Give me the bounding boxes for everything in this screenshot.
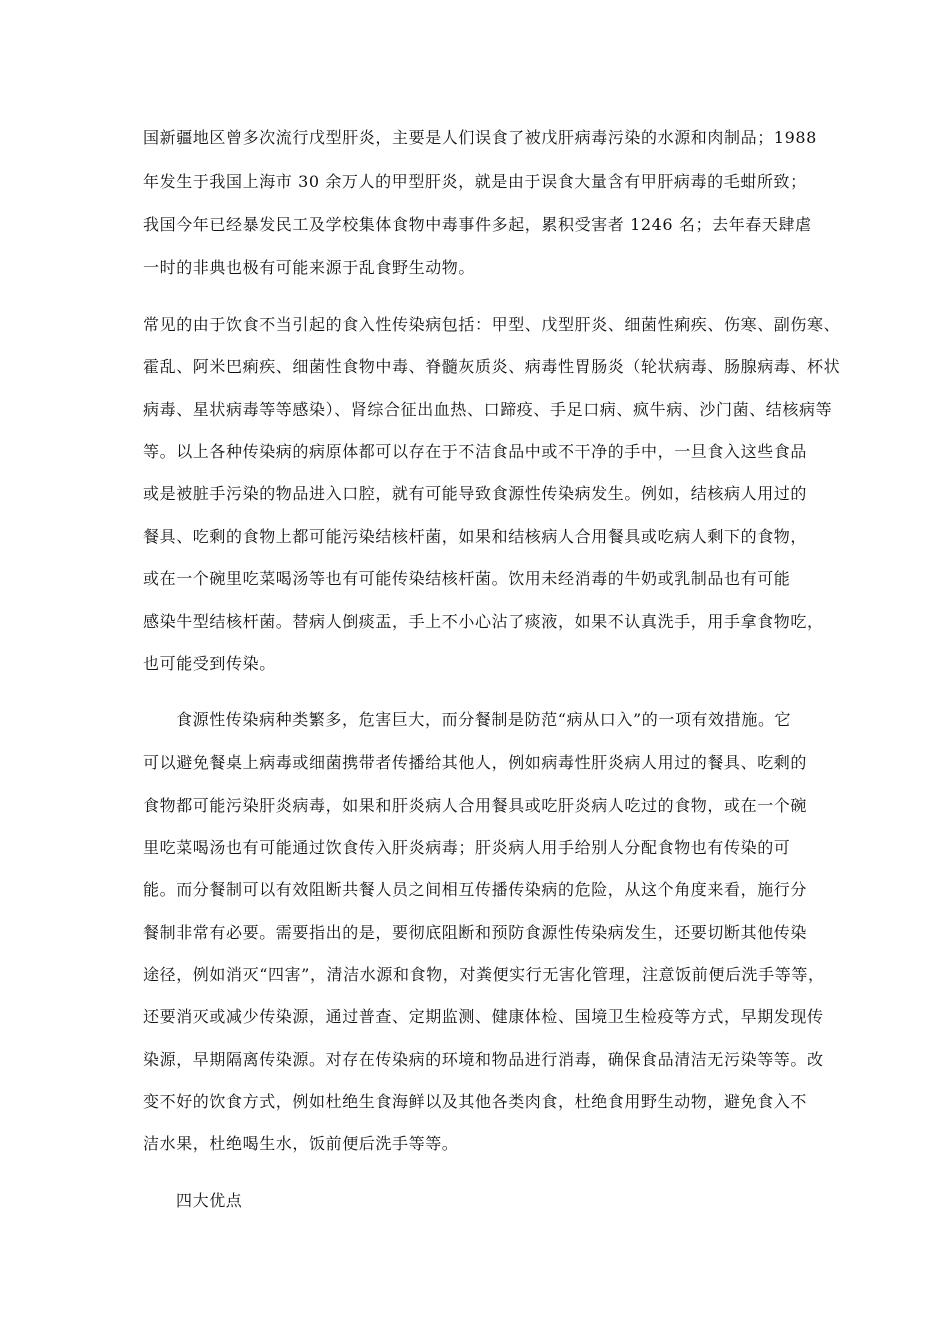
text-line: 病毒、星状病毒等等感染）、肾综合征出血热、口蹄疫、手足口病、疯牛病、沙门菌、结核病等 [143, 400, 833, 419]
text-line: 我国今年已经暴发民工及学校集体食物中毒事件多起，累积受害者 1246 名；去年春天肆虐 [143, 215, 812, 234]
text-line: 常见的由于饮食不当引起的食入性传染病包括：甲型、戊型肝炎、细菌性痢疾、伤寒、副伤寒、 [143, 315, 841, 334]
text-line: 餐制非常有必要。需要指出的是，要彻底阻断和预防食源性传染病发生，还要切断其他传染 [143, 923, 808, 942]
text-line: 等。以上各种传染病的病原体都可以存在于不洁食品中或不干净的手中，一旦食入这些食品 [143, 442, 808, 461]
text-line: 或在一个碗里吃菜喝汤等也有可能传染结核杆菌。饮用未经消毒的牛奶或乳制品也有可能 [143, 569, 791, 588]
text-line: 还要消灭或减少传染源，通过普查、定期监测、健康体检、国境卫生检疫等方式，早期发现传 [143, 1007, 824, 1026]
text-line: 一时的非典也极有可能来源于乱食野生动物。 [143, 258, 476, 277]
text-line: 里吃菜喝汤也有可能通过饮食传入肝炎病毒；肝炎病人用手给别人分配食物也有传染的可 [143, 838, 791, 857]
text-line: 国新疆地区曾多次流行戊型肝炎，主要是人们误食了被戊肝病毒污染的水源和肉制品；1988 [143, 128, 817, 147]
section-heading-text: 四大优点 [176, 1191, 243, 1210]
text-line: 霍乱、阿米巴痢疾、细菌性食物中毒、脊髓灰质炎、病毒性胃肠炎（轮状病毒、肠腺病毒、杯状 [143, 357, 841, 376]
text-line: 感染牛型结核杆菌。替病人倒痰盂，手上不小心沾了痰液，如果不认真洗手，用手拿食物吃， [143, 612, 824, 631]
text-line: 途径，例如消灭“四害”，清洁水源和食物，对粪便实行无害化管理，注意饭前便后洗手等等， [143, 965, 825, 984]
text-line: 变不好的饮食方式，例如杜绝生食海鲜以及其他各类肉食，杜绝食用野生动物，避免食入不 [143, 1092, 808, 1111]
text-line: 染源，早期隔离传染源。对存在传染病的环境和物品进行消毒，确保食品清洁无污染等等。改 [143, 1050, 824, 1069]
text-line: 可以避免餐桌上病毒或细菌携带者传播给其他人，例如病毒性肝炎病人用过的餐具、吃剩的 [143, 753, 808, 772]
text-line: 年发生于我国上海市 30 余万人的甲型肝炎，就是由于误食大量含有甲肝病毒的毛蚶所致； [143, 172, 807, 191]
text-line: 能。而分餐制可以有效阻断共餐人员之间相互传播传染病的危险，从这个角度来看，施行分 [143, 880, 808, 899]
text-line: 餐具、吃剩的食物上都可能污染结核杆菌，如果和结核病人合用餐具或吃病人剩下的食物， [143, 527, 808, 546]
text-line: 洁水果，杜绝喝生水，饭前便后洗手等等。 [143, 1134, 459, 1153]
text-line: 或是被脏手污染的物品进入口腔，就有可能导致食源性传染病发生。例如，结核病人用过的 [143, 484, 808, 503]
text-line: 食物都可能污染肝炎病毒，如果和肝炎病人合用餐具或吃肝炎病人吃过的食物，或在一个碗 [143, 796, 808, 815]
text-line: 也可能受到传染。 [143, 654, 276, 673]
text-line: 食源性传染病种类繁多，危害巨大，而分餐制是防范“病从口入”的一项有效措施。它 [176, 710, 792, 729]
